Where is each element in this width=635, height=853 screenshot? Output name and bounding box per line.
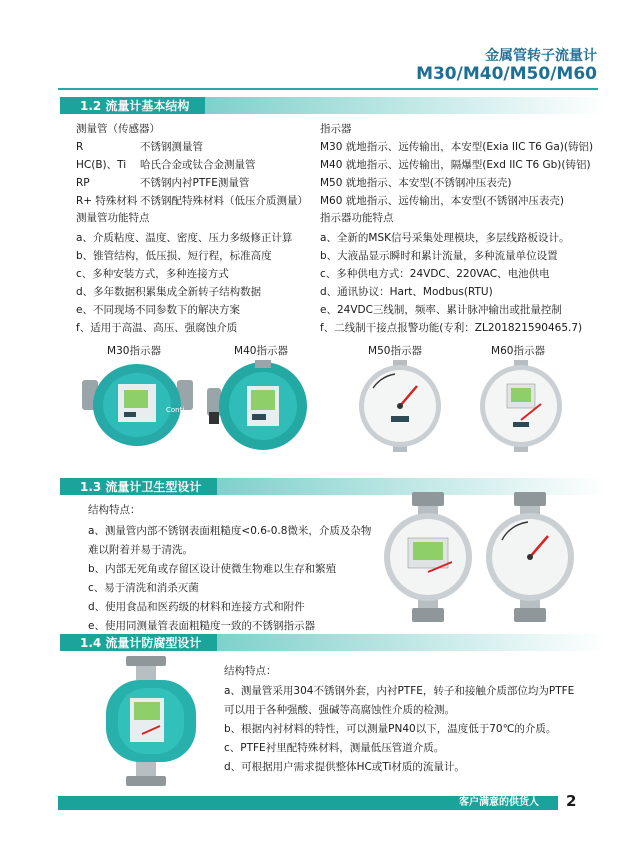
list-item: M40 就地指示、远传输出，隔爆型(Exd IIC T6 Gb)(铸铝) — [320, 159, 591, 171]
list-item — [76, 175, 250, 193]
list-item — [76, 193, 308, 211]
list-item: b、内部无死角或存留区设计使微生物难以生存和繁殖 — [88, 563, 337, 575]
sensor-features — [76, 230, 292, 338]
list-item: b、锥管结构，低压损、短行程，标准高度 — [76, 250, 272, 262]
list-item: M50 就地指示、本安型(不锈钢冲压表壳) — [320, 177, 512, 189]
m60-indicator-image — [475, 360, 567, 452]
sensor-list — [76, 139, 308, 211]
list-item: f、二线制干接点报警功能(专利：ZL201821590465.7) — [320, 322, 583, 334]
list-item: c、易于清洗和消杀灭菌 — [88, 582, 199, 594]
sensor-code: R+ 特殊材料 — [76, 195, 138, 207]
list-item: f、适用于高温、高压、强腐蚀介质 — [76, 322, 238, 334]
indicator-features-title: 指示器功能特点 — [320, 212, 394, 224]
model-list: M30/M40/M50/M60 — [416, 64, 597, 84]
list-item — [76, 157, 256, 175]
sensor-desc: 不锈钢内衬PTFE测量管 — [140, 177, 250, 189]
list-item: e、使用同测量管表面粗糙度一致的不锈钢指示器 — [88, 620, 315, 632]
list-item: d、可根据用户需求提供整体HC或Ti材质的流量计。 — [224, 761, 465, 773]
list-item: a、全新的MSK信号采集处理模块，多层线路板设计。 — [320, 232, 570, 244]
m30-label: M30指示器 — [107, 345, 161, 357]
section-1-2-header — [60, 97, 606, 114]
sensor-desc: 不锈钢测量管 — [140, 141, 203, 153]
section-header-fade — [205, 97, 606, 114]
section-1-4-list — [224, 683, 574, 778]
sensor-desc: 不锈钢配特殊材料（低压介质测量） — [140, 195, 308, 207]
section-1-4-header — [60, 634, 606, 651]
document-title: 金属管转子流量计 — [485, 48, 597, 64]
list-item: d、通讯协议：Hart、Modbus(RTU) — [320, 286, 493, 298]
m50-indicator-image — [355, 360, 445, 452]
sensor-code: R — [76, 141, 84, 153]
list-item: a、测量管采用304不锈钢外套，内衬PTFE，转子和接触介质部位均为PTFE — [224, 685, 575, 697]
list-item: a、介质粘度、温度、密度、压力多级修正计算 — [76, 232, 293, 244]
m50-label: M50指示器 — [368, 345, 422, 357]
indicator-features — [320, 230, 582, 338]
sanitary-flowmeter-image — [378, 492, 478, 622]
section-header-fade — [217, 634, 606, 651]
section-1-4-title: 结构特点： — [224, 665, 277, 677]
sensor-code: HC(B)、Ti — [76, 159, 127, 171]
section-1-3-title: 结构特点： — [88, 504, 141, 516]
list-item: c、多种供电方式：24VDC、220VAC、电池供电 — [320, 268, 550, 280]
anticorrosion-flowmeter-image — [96, 656, 206, 786]
list-item: c、多种安装方式，多种连接方式 — [76, 268, 229, 280]
section-heading: 1.3 流量计卫生型设计 — [60, 478, 217, 495]
list-item: e、24VDC三线制，频率、累计脉冲输出或批量控制 — [320, 304, 562, 316]
sensor-features-title: 测量管功能特点 — [76, 212, 150, 224]
list-item: b、大液晶显示瞬时和累计流量，多种流量单位设置 — [320, 250, 558, 262]
list-item: 难以附着并易于清洗。 — [88, 544, 193, 556]
list-item: a、测量管内部不锈钢表面粗糙度<0.6-0.8微米，介质及杂物 — [88, 525, 372, 537]
list-item: M60 就地指示、远传输出，本安型(不锈钢冲压表壳) — [320, 195, 564, 207]
m40-label: M40指示器 — [234, 345, 288, 357]
list-item: 可以用于各种强酸、强碱等高腐蚀性介质的检测。 — [224, 704, 455, 716]
list-item — [76, 139, 203, 157]
svg-text:Conti: Conti — [166, 406, 185, 414]
sensor-code: RP — [76, 177, 90, 189]
sensor-desc: 哈氏合金或钛合金测量管 — [140, 159, 256, 171]
indicator-title: 指示器 — [320, 123, 352, 135]
section-heading: 1.4 流量计防腐型设计 — [60, 634, 217, 651]
section-heading: 1.2 流量计基本结构 — [60, 97, 205, 114]
list-item: d、多年数据积累集成全新转子结构数据 — [76, 286, 262, 298]
indicator-list — [320, 139, 593, 211]
page-number: 2 — [566, 792, 577, 810]
list-item: c、PTFE衬里配特殊材料，测量低压管道介质。 — [224, 742, 445, 754]
list-item: d、使用食品和医药级的材料和连接方式和附件 — [88, 601, 305, 613]
list-item: b、根据内衬材料的特性，可以测量PN40以下，温度低于70℃的介质。 — [224, 723, 557, 735]
m60-label: M60指示器 — [491, 345, 545, 357]
m30-indicator-image — [80, 360, 195, 450]
list-item: M30 就地指示、远传输出，本安型(Exia IIC T6 Ga)(铸铝) — [320, 141, 594, 153]
section-1-3-list — [88, 523, 371, 637]
list-item: e、不同现场不同参数下的解决方案 — [76, 304, 240, 316]
header-divider — [58, 88, 598, 90]
footer-slogan: 客户满意的供货人 — [459, 797, 539, 808]
sensor-title: 测量管（传感器） — [76, 123, 160, 135]
m40-indicator-image — [205, 360, 320, 452]
sanitary-flowmeter-analog-image — [480, 492, 580, 622]
